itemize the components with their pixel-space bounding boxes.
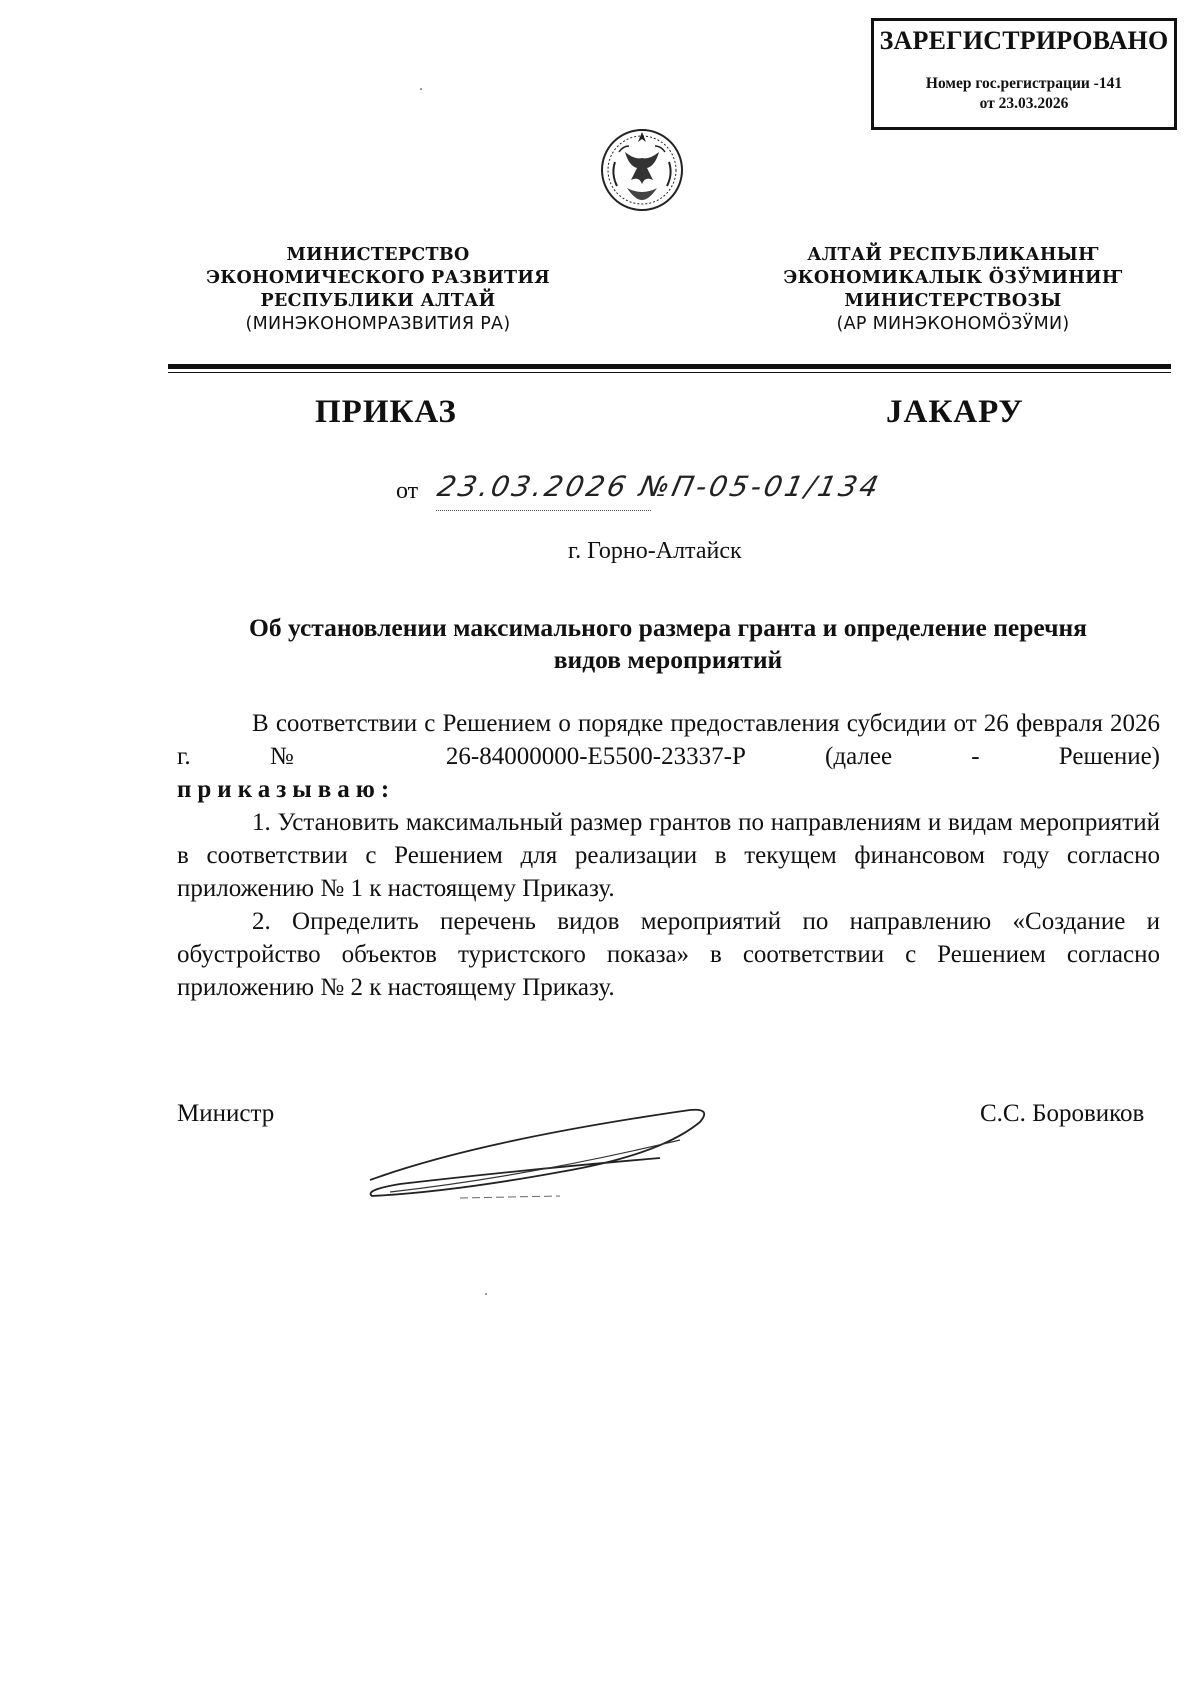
- header-divider-thick: [168, 364, 1171, 369]
- registration-stamp: [871, 18, 1177, 130]
- handwritten-signature: [360, 1100, 760, 1210]
- scan-dot: [420, 88, 422, 90]
- scan-dot: [485, 1293, 487, 1295]
- handwritten-date-number: 23.03.2026 №П-05-01/134: [434, 470, 885, 503]
- header-left-line1: МИНИСТЕРСТВО: [286, 245, 470, 265]
- document-body: [177, 707, 1160, 1004]
- signature-role: Министр: [177, 1100, 275, 1127]
- header-right-line1: АЛТАЙ РЕСПУБЛИКАНЫҤ: [807, 245, 1099, 265]
- document-title-line1: Об установлении максимального размера гранта и определение перечня: [249, 613, 1087, 642]
- order-item-2: 2. Определить перечень видов мероприятий по направлению «Создание и обустройство объектов туристского показа» в соответствии с Решением согласно приложению № 2 к настоящему Приказу.: [177, 908, 1160, 1001]
- emblem-of-altai-republic-icon: [597, 122, 687, 216]
- body-intro: В соответствии с Решением о порядке предоставления субсидии от 26 февраля 2026 г. № 26-84000000-Е5500-23337-Р (далее - Решение): [177, 710, 1160, 770]
- city-line: г. Горно-Алтайск: [568, 538, 742, 564]
- registration-stamp-title: ЗАРЕГИСТРИРОВАНО: [879, 26, 1169, 55]
- header-divider-thin: [168, 372, 1171, 373]
- registration-date: от 23.03.2026: [979, 95, 1069, 112]
- registration-number: Номер гос.регистрации -141: [925, 75, 1123, 92]
- header-right-line4: (АР МИНЭКОНОМÖЗӰМИ): [836, 314, 1070, 334]
- document-kind-altai: JАКАРУ: [886, 394, 1024, 430]
- order-word: приказываю:: [177, 776, 396, 803]
- document-title-line2: видов мероприятий: [553, 645, 783, 674]
- document-kind-russian: ПРИКАЗ: [315, 394, 457, 430]
- date-underline: [436, 510, 651, 511]
- date-prefix: от: [396, 478, 419, 504]
- header-left-line4: (МИНЭКОНОМРАЗВИТИЯ РА): [245, 314, 511, 334]
- document-title: [178, 612, 1158, 676]
- header-left-line3: РЕСПУБЛИКИ АЛТАЙ: [260, 291, 496, 311]
- ministry-header-altai: [753, 244, 1153, 336]
- header-left-line2: ЭКОНОМИЧЕСКОГО РАЗВИТИЯ: [206, 268, 550, 288]
- date-number-line: [396, 470, 896, 520]
- header-right-line2: ЭКОНОМИКАЛЫК ÖЗӰМИНИҤ: [783, 268, 1123, 288]
- signature-name: С.С. Боровиков: [980, 1100, 1145, 1127]
- header-right-line3: МИНИСТЕРСТВОЗЫ: [844, 291, 1062, 311]
- order-item-1: 1. Установить максимальный размер грантов по направлениям и видам мероприятий в соответствии с Решением для реализации в текущем финансовом году согласно приложению № 1 к настоящему Приказу.: [177, 809, 1160, 902]
- ministry-header-russian: [178, 244, 578, 336]
